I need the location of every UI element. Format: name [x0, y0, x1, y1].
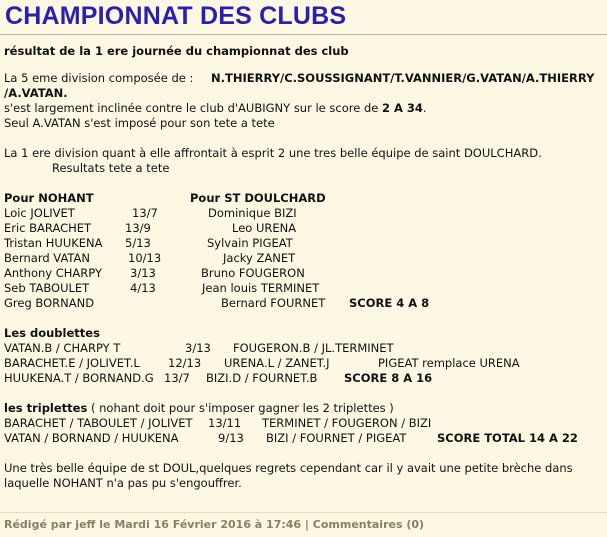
triplette-row-score: 9/13 — [218, 431, 244, 445]
tete-row-player: Tristan HUUKENA — [4, 236, 103, 250]
para2-line1: La 1 ere division quant à elle affrontait à esprit 2 une tres belle équipe de saint DOULCHARD. — [4, 146, 542, 160]
comments-link[interactable]: Commentaires (0) — [312, 518, 425, 531]
doublette-row-note: PIGEAT remplace URENA — [378, 356, 520, 370]
triplette-row-doulchard: BIZI / FOURNET / PIGEAT — [266, 431, 407, 445]
para1-score: 2 A 34 — [382, 101, 423, 115]
doublette-row-nohant: HUUKENA.T / BORNAND.G — [4, 371, 154, 385]
tete-row-score: 13/9 — [125, 221, 151, 235]
triplette-row-doulchard: TERMINET / FOUGERON / BIZI — [262, 416, 432, 430]
tete-row-player: Seb TABOULET — [4, 281, 90, 295]
tete-row-player: Greg BORNAND — [4, 296, 95, 310]
author-link[interactable]: jeff — [75, 518, 96, 531]
doublette-row-score: 3/13 — [185, 341, 211, 355]
tete-row-opponent: Dominique BIZI — [208, 206, 297, 220]
tete-row-player: Bernard VATAN — [4, 251, 91, 265]
para2-line2: Resultats tete a tete — [52, 161, 170, 175]
tete-row-player: Loic JOLIVET — [4, 206, 75, 220]
triplette-row-nohant: VATAN / BORNAND / HUUKENA — [4, 431, 179, 445]
title-divider — [0, 34, 607, 35]
para1-intro: La 5 eme division composée de : — [4, 71, 194, 85]
triplettes-score: SCORE TOTAL 14 A 22 — [437, 431, 578, 445]
tete-row-score: 10/13 — [128, 251, 162, 265]
doublette-row-score: 12/13 — [168, 356, 202, 370]
tete-row-opponent: Sylvain PIGEAT — [207, 236, 293, 250]
para1-line2 — [4, 101, 427, 116]
tete-row-score: 5/13 — [125, 236, 151, 250]
footer-prefix: Rédigé par — [4, 518, 76, 531]
tete-row-opponent: Leo URENA — [232, 221, 297, 235]
triplette-row-nohant: BARACHET / TABOULET / JOLIVET — [4, 416, 193, 430]
tete-row-player: Anthony CHARPY — [4, 266, 102, 280]
para1-line2-end: . — [422, 101, 427, 115]
doublette-row-nohant: VATAN.B / CHARPY T — [4, 341, 121, 355]
conclusion-line2: laquelle NOHANT n'a pas pu s'engouffrer. — [4, 476, 242, 490]
triplette-row-score: 13/11 — [208, 416, 242, 430]
tete-row-opponent: Jean louis TERMINET — [202, 281, 320, 295]
footer-divider — [0, 512, 607, 513]
tete-row-opponent: Bernard FOURNET — [221, 296, 326, 310]
para1-line3: Seul A.VATAN s'est imposé pour son tete a tete — [4, 116, 275, 130]
tete-header-nohant: Pour NOHANT — [4, 191, 94, 205]
tete-row-score: 4/13 — [130, 281, 156, 295]
footer-date: le Mardi 16 Février 2016 à 17:46 — [95, 518, 302, 531]
tete-row-opponent: Bruno FOUGERON — [201, 266, 305, 280]
tete-score: SCORE 4 A 8 — [349, 296, 430, 310]
para1-team: N.THIERRY/C.SOUSSIGNANT/T.VANNIER/G.VATAN/A.THIERRY — [211, 71, 595, 85]
footer-separator: | — [301, 518, 313, 531]
para1-team-end: /A.VATAN. — [4, 86, 68, 100]
tete-header-doulchard: Pour ST DOULCHARD — [190, 191, 326, 205]
para1-line2-text: s'est largement inclinée contre le club d'AUBIGNY sur le score de — [4, 101, 382, 115]
triplettes-heading-line — [4, 401, 394, 416]
conclusion-line1: Une très belle équipe de st DOUL,quelques regrets cependant car il y avait une petite brèche dans — [4, 461, 573, 475]
triplettes-heading: les triplettes — [4, 401, 88, 415]
page-title: CHAMPIONNAT DES CLUBS — [5, 2, 347, 30]
triplettes-note: ( nohant doit pour s'imposer gagner les 2 triplettes ) — [87, 401, 394, 415]
tete-row-opponent: Jacky ZANET — [223, 251, 296, 265]
article-subtitle: résultat de la 1 ere journée du championnat des club — [4, 44, 349, 58]
post-footer — [4, 518, 424, 531]
para1-line1 — [4, 71, 594, 86]
doublettes-score: SCORE 8 A 16 — [344, 371, 433, 385]
doublette-row-doulchard: BIZI.D / FOURNET.B — [206, 371, 318, 385]
tete-row-player: Eric BARACHET — [4, 221, 92, 235]
doublette-row-score: 13/7 — [164, 371, 190, 385]
doublette-row-doulchard: FOUGERON.B / JL.TERMINET — [233, 341, 394, 355]
doublette-row-nohant: BARACHET.E / JOLIVET.L — [4, 356, 140, 370]
tete-row-score: 3/13 — [130, 266, 156, 280]
doublettes-heading: Les doublettes — [4, 326, 100, 340]
doublette-row-doulchard: URENA.L / ZANET.J — [224, 356, 330, 370]
tete-row-score: 13/7 — [132, 206, 158, 220]
